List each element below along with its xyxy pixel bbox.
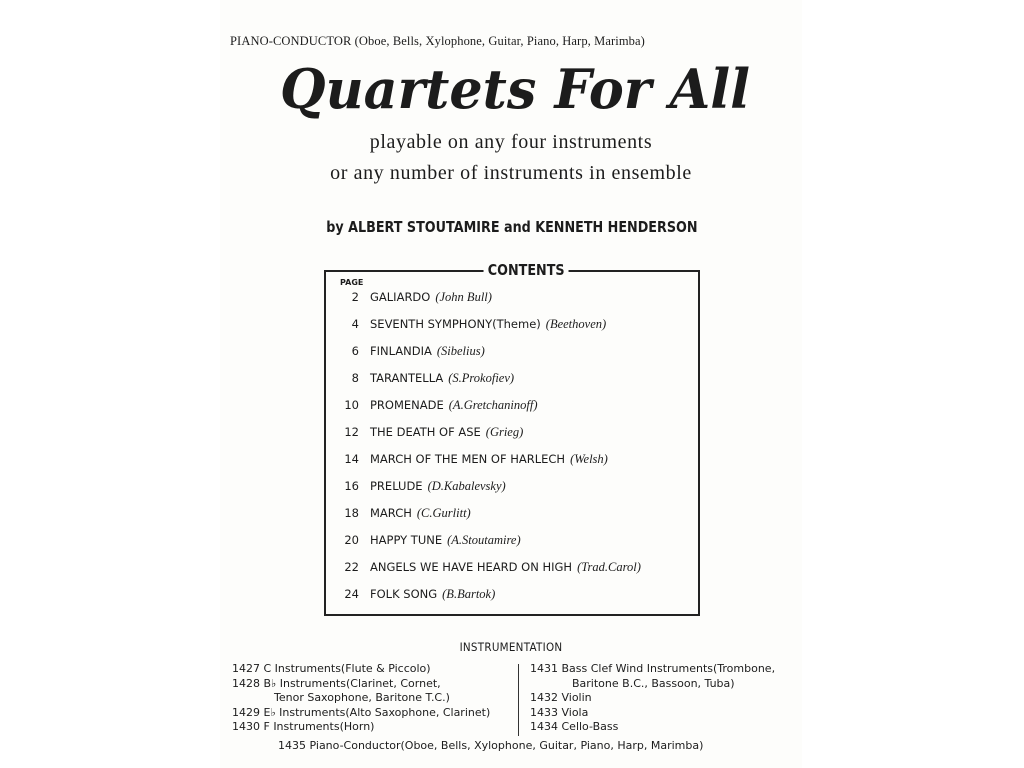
contents-entry <box>332 506 471 521</box>
contents-entry <box>332 344 485 359</box>
instrument-item-continued: Tenor Saxophone, Baritone T.C.) <box>274 691 450 704</box>
entry-composer: (Trad.Carol) <box>577 560 641 574</box>
entry-title: FOLK SONG <box>370 587 438 601</box>
entry-title: PROMENADE <box>370 398 444 412</box>
entry-composer: (Grieg) <box>485 425 524 439</box>
entry-title: THE DEATH OF ASE <box>370 425 481 439</box>
contents-entry <box>332 587 495 602</box>
entry-title: ANGELS WE HAVE HEARD ON HIGH <box>370 560 573 574</box>
contents-box <box>324 261 700 616</box>
entry-composer: (Beethoven) <box>545 317 607 331</box>
entry-title: PRELUDE <box>370 479 423 493</box>
contents-entry <box>332 317 606 332</box>
entry-composer: (John Bull) <box>435 290 492 304</box>
header-line: PIANO-CONDUCTOR (Oboe, Bells, Xylophone, Guitar, Piano, Harp, Marimba) <box>230 34 645 48</box>
contents-entry <box>332 479 506 494</box>
entry-page: 8 <box>351 371 359 385</box>
entry-page: 22 <box>344 560 359 574</box>
entry-title: SEVENTH SYMPHONY(Theme) <box>370 317 541 331</box>
sheet-music-cover <box>220 0 802 768</box>
authors-line: by ALBERT STOUTAMIRE and KENNETH HENDERSON <box>326 218 698 236</box>
entry-composer: (C.Gurlitt) <box>416 506 471 520</box>
entry-title: GALIARDO <box>370 290 431 304</box>
entry-title: MARCH <box>370 506 412 520</box>
instrument-item: 1429 E♭ Instruments(Alto Saxophone, Clarinet) <box>232 705 491 719</box>
entry-page: 20 <box>344 533 359 547</box>
instrumentation-heading: INSTRUMENTATION <box>459 640 563 654</box>
subtitle-line-1: playable on any four instruments <box>369 131 653 153</box>
entry-page: 4 <box>351 317 359 331</box>
contents-entry <box>332 560 641 575</box>
instrument-item: 1428 B♭ Instruments(Clarinet, Cornet, <box>232 676 441 690</box>
instrumentation-list-left <box>232 662 490 735</box>
entry-composer: (S.Prokofiev) <box>448 371 515 385</box>
instrument-item: 1432 Violin <box>530 691 592 704</box>
entry-title: MARCH OF THE MEN OF HARLECH <box>370 452 566 466</box>
entry-page: 16 <box>344 479 359 493</box>
entry-page: 18 <box>344 506 359 520</box>
entry-page: 10 <box>344 398 359 412</box>
instrument-item: 1433 Viola <box>530 705 589 719</box>
entry-title: FINLANDIA <box>370 344 432 358</box>
subtitle-line-2: or any number of instruments in ensemble <box>330 162 692 184</box>
title-text: Quartets For All <box>280 57 750 121</box>
instrumentation-piano-conductor: 1435 Piano-Conductor(Oboe, Bells, Xylophone, Guitar, Piano, Harp, Marimba) <box>278 739 704 752</box>
entry-composer: (A.Gretchaninoff) <box>448 398 538 412</box>
entry-page: 6 <box>351 344 359 358</box>
instrument-item: 1427 C Instruments(Flute & Piccolo) <box>232 662 431 675</box>
contents-entry <box>332 452 608 467</box>
contents-entry <box>332 425 523 440</box>
column-divider <box>518 664 519 736</box>
title <box>275 56 755 126</box>
entry-composer: (Welsh) <box>570 452 608 466</box>
instrumentation-list-right <box>530 662 775 735</box>
contents-heading: CONTENTS <box>484 261 569 279</box>
entry-composer: (D.Kabalevsky) <box>427 479 506 493</box>
contents-entry <box>332 398 538 413</box>
entry-page: 24 <box>344 587 359 601</box>
contents-entry <box>332 290 492 305</box>
entry-composer: (Sibelius) <box>436 344 485 358</box>
contents-entry <box>332 533 521 548</box>
entry-page: 2 <box>351 290 359 304</box>
page-column-label: PAGE <box>340 278 364 287</box>
instrument-item: 1434 Cello-Bass <box>530 720 619 733</box>
entry-title: TARANTELLA <box>370 371 444 385</box>
entry-title: HAPPY TUNE <box>370 533 443 547</box>
instrument-item: 1430 F Instruments(Horn) <box>232 720 375 733</box>
entry-page: 12 <box>344 425 359 439</box>
entry-composer: (B.Bartok) <box>442 587 496 601</box>
entry-page: 14 <box>344 452 359 466</box>
contents-entry <box>332 371 514 386</box>
entry-composer: (A.Stoutamire) <box>447 533 521 547</box>
instrument-item-continued: Baritone B.C., Bassoon, Tuba) <box>572 676 735 690</box>
instrument-item: 1431 Bass Clef Wind Instruments(Trombone, <box>530 662 776 675</box>
